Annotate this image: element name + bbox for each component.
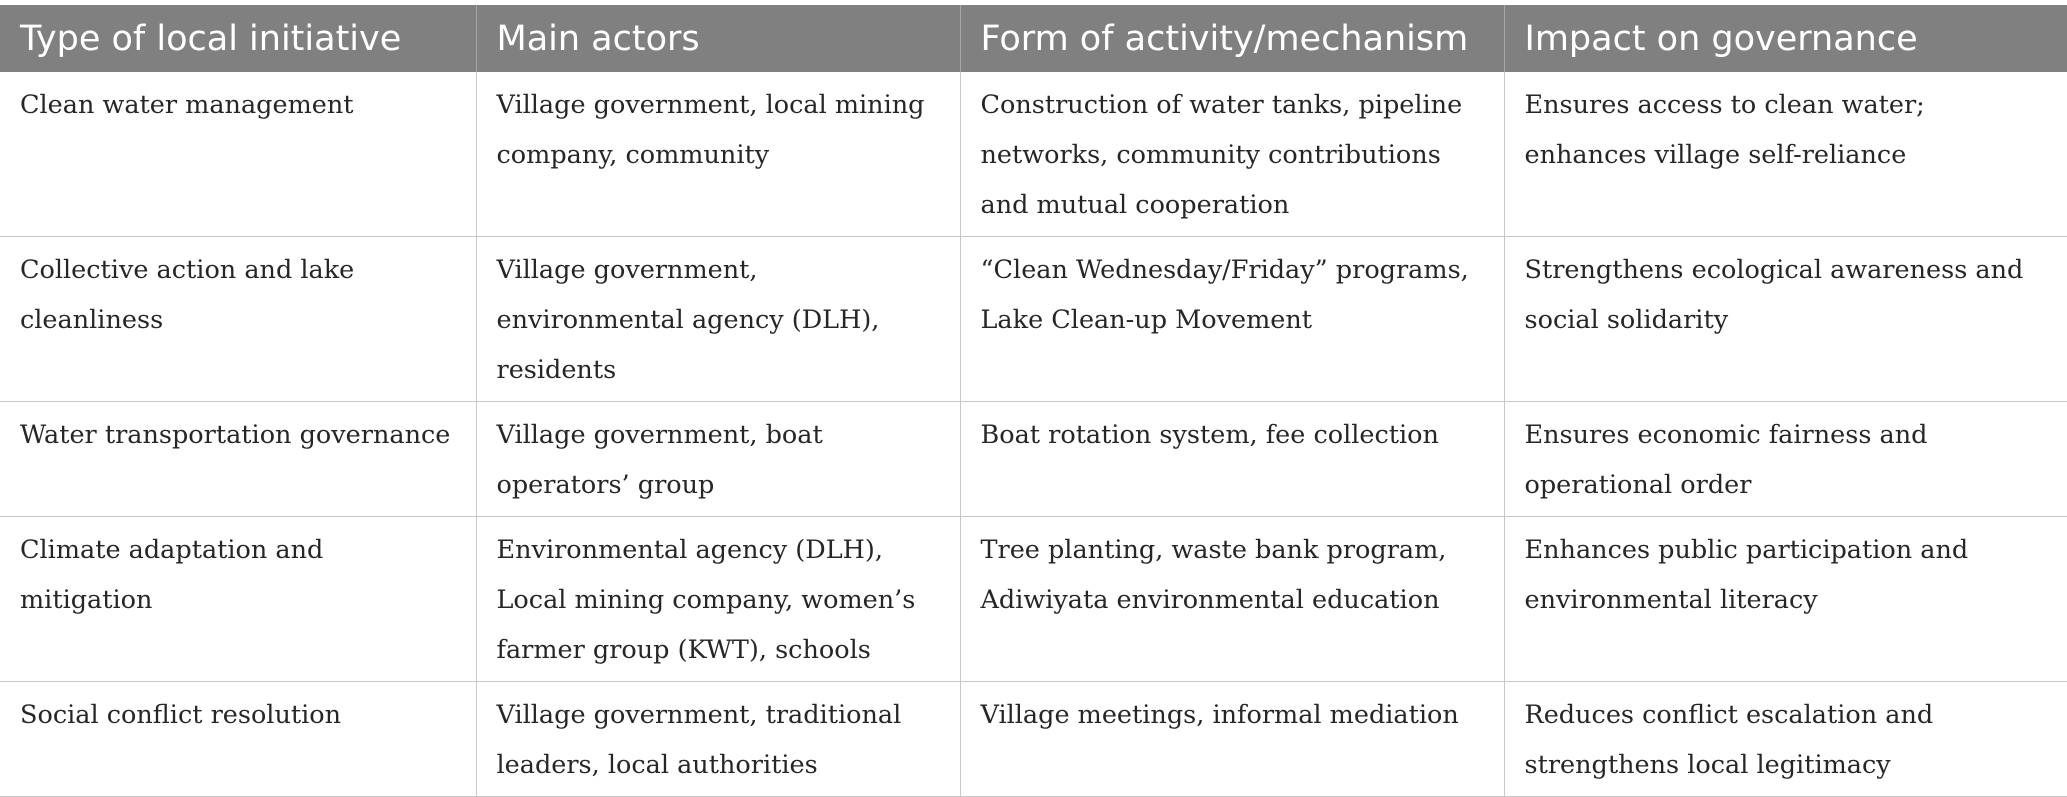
cell-governance-impact: Reduces conflict escalation and strengthens local legitimacy <box>1504 682 2067 797</box>
cell-initiative-type: Water transportation governance <box>0 402 476 517</box>
table-row <box>0 402 2067 517</box>
table-row <box>0 682 2067 797</box>
cell-activity-mechanism: “Clean Wednesday/Friday” programs, Lake Clean-up Movement <box>960 237 1504 402</box>
cell-activity-mechanism: Construction of water tanks, pipeline networks, community contributions and mutual cooperation <box>960 72 1504 237</box>
initiatives-table-container <box>0 5 2067 797</box>
cell-main-actors: Village government, traditional leaders, local authorities <box>476 682 960 797</box>
table-row <box>0 517 2067 682</box>
cell-governance-impact: Strengthens ecological awareness and social solidarity <box>1504 237 2067 402</box>
cell-governance-impact: Ensures economic fairness and operational order <box>1504 402 2067 517</box>
table-row <box>0 237 2067 402</box>
table-row <box>0 72 2067 237</box>
cell-main-actors: Village government, boat operators’ group <box>476 402 960 517</box>
cell-governance-impact: Enhances public participation and environmental literacy <box>1504 517 2067 682</box>
cell-activity-mechanism: Village meetings, informal mediation <box>960 682 1504 797</box>
cell-main-actors: Environmental agency (DLH), Local mining company, women’s farmer group (KWT), schools <box>476 517 960 682</box>
initiatives-table <box>0 5 2067 797</box>
column-header-activity-mechanism: Form of activity/mechanism <box>960 5 1504 72</box>
column-header-governance-impact: Impact on governance <box>1504 5 2067 72</box>
cell-activity-mechanism: Boat rotation system, fee collection <box>960 402 1504 517</box>
cell-governance-impact: Ensures access to clean water; enhances village self-reliance <box>1504 72 2067 237</box>
cell-initiative-type: Collective action and lake cleanliness <box>0 237 476 402</box>
cell-activity-mechanism: Tree planting, waste bank program, Adiwiyata environmental education <box>960 517 1504 682</box>
cell-initiative-type: Clean water management <box>0 72 476 237</box>
cell-initiative-type: Climate adaptation and mitigation <box>0 517 476 682</box>
cell-initiative-type: Social conflict resolution <box>0 682 476 797</box>
cell-main-actors: Village government, environmental agency (DLH), residents <box>476 237 960 402</box>
column-header-initiative-type: Type of local initiative <box>0 5 476 72</box>
column-header-main-actors: Main actors <box>476 5 960 72</box>
cell-main-actors: Village government, local mining company, community <box>476 72 960 237</box>
table-header-row <box>0 5 2067 72</box>
